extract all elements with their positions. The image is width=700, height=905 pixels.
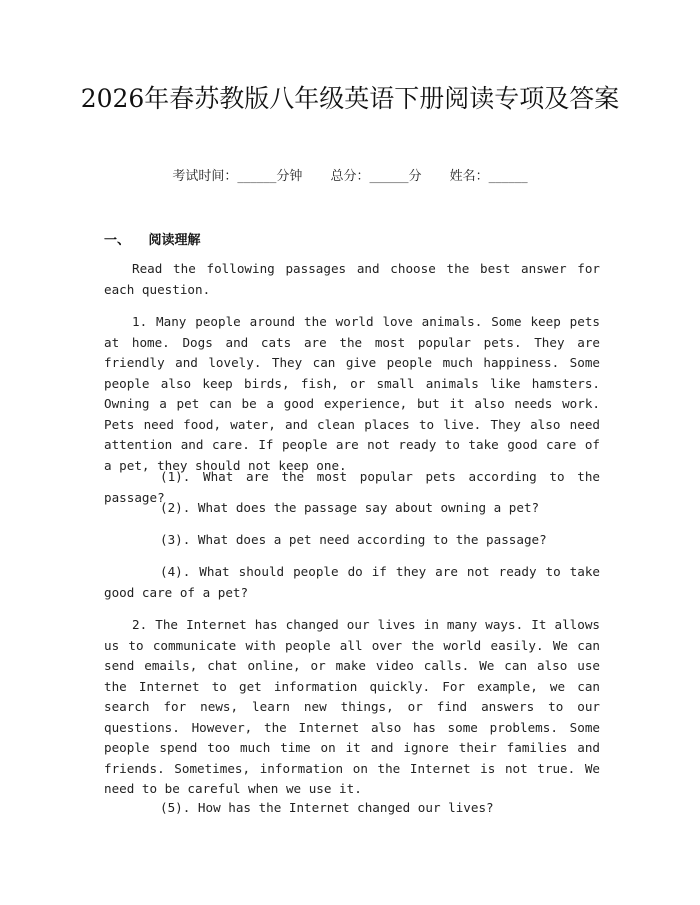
passage-1: 1. Many people around the world love animals. Some keep pets at home. Dogs and cats are the most popular pets. They are friendly and lovely. They can give people much happiness. Some people also keep birds, fish, or small animals like hamsters. Owning a pet can be a good experience, but it also needs work. Pets need food, water, and clean places to live. They also need attention and care. If people are not ready to take good care of a pet, they should not keep one. [104, 314, 600, 473]
instruction-text: Read the following passages and choose the best answer for each question. [104, 261, 600, 297]
exam-time-field: 考试时间：______分钟 [172, 169, 303, 184]
document-title: 2026年春苏教版八年级英语下册阅读专项及答案 [80, 84, 620, 113]
section-title: 阅读理解 [148, 233, 201, 248]
section-heading [104, 229, 201, 248]
question-2: (2). What does the passage say about owning a pet? [160, 500, 540, 515]
question-3: (3). What does a pet need according to the passage? [160, 532, 547, 547]
question-5: (5). How has the Internet changed our lives? [160, 800, 494, 815]
total-score-field: 总分：______分 [330, 169, 422, 184]
question-4: (4). What should people do if they are not ready to take good care of a pet? [104, 564, 600, 600]
name-field: 姓名：______ [449, 169, 528, 184]
section-number: 一、 [104, 233, 131, 248]
question-1: (1). What are the most popular pets according to the passage? [104, 469, 600, 505]
passage-2: 2. The Internet has changed our lives in many ways. It allows us to communicate with people all over the world easily. We can send emails, chat online, or make video calls. We can also use the Internet to get information quickly. For example, we can search for news, learn new things, or find answers to our questions. However, the Internet also has some problems. Some people spend too much time on it and ignore their families and friends. Sometimes, information on the Internet is not true. We need to be careful when we use it. [104, 617, 600, 796]
exam-meta [0, 167, 700, 187]
